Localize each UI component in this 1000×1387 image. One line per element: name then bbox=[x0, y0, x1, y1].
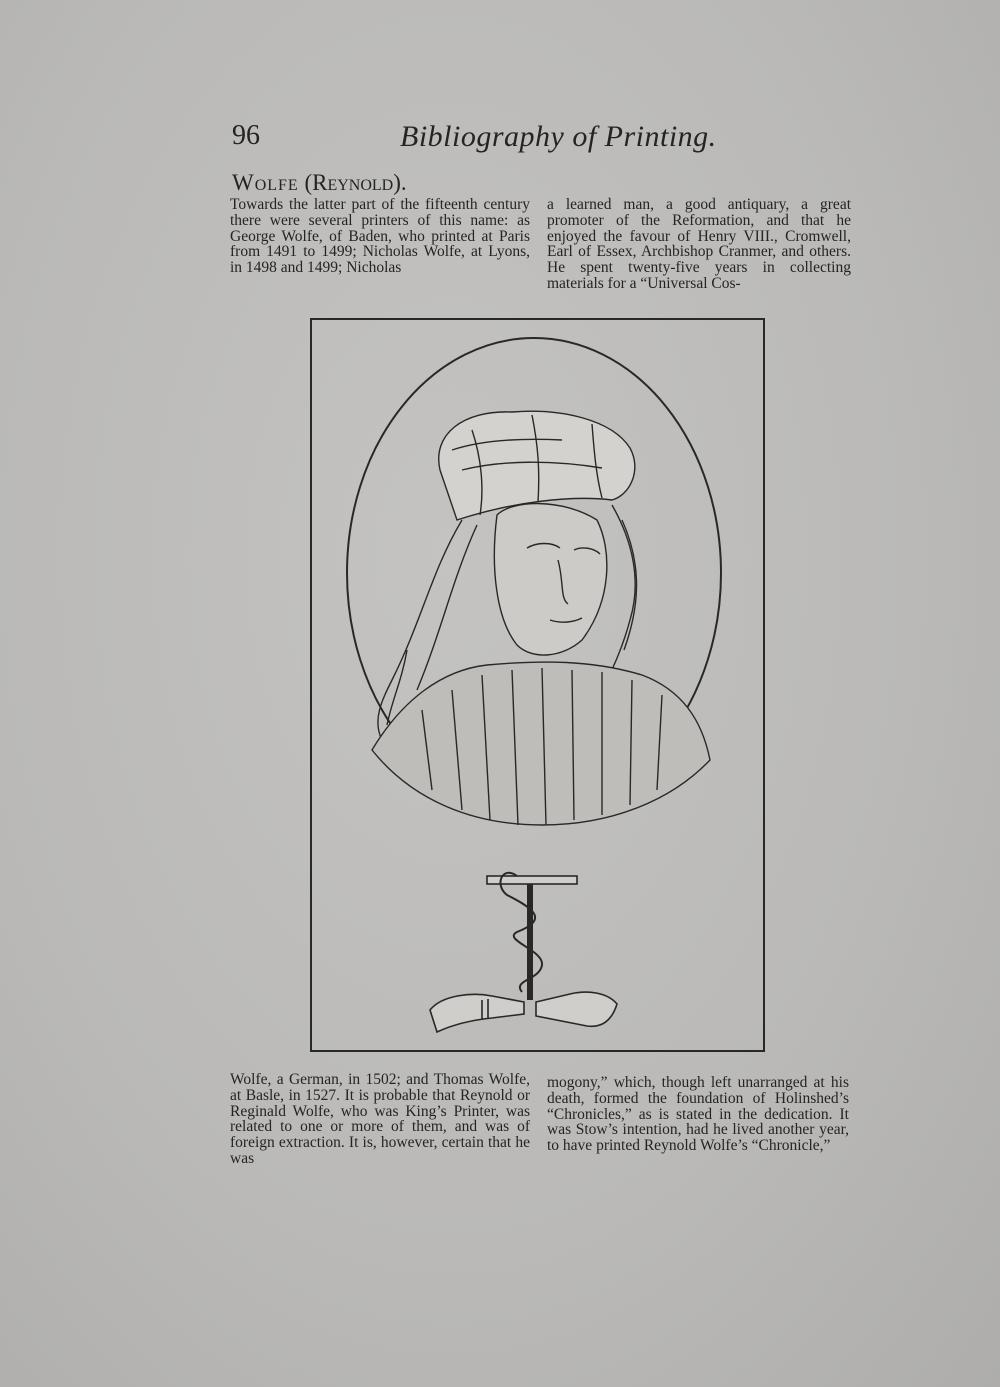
entry-heading bbox=[232, 170, 407, 196]
entry-heading-given: (Reynold). bbox=[304, 170, 407, 195]
page-number: 96 bbox=[232, 120, 260, 151]
illustration-plate bbox=[310, 318, 765, 1052]
paragraph-bottom-left: Wolfe, a German, in 1502; and Thomas Wolfe, at Basle, in 1527. It is probable that Reynold or Reginald Wolfe, who was King’s Printer, was related to one or more of them, and was of foreign extraction. It is, however, certain that he was bbox=[230, 1071, 530, 1167]
running-title: Bibliography of Printing. bbox=[400, 120, 717, 153]
face-outline bbox=[494, 504, 606, 655]
paragraph-top-right: a learned man, a good antiquary, a great promoter of the Reformation, and that he enjoyed the favour of Henry VIII., Cromwell, Earl of Essex, Archbishop Cranmer, and others. He spent twenty-five years in collecting materials for a “Universal Cos- bbox=[547, 196, 851, 292]
right-hand-icon bbox=[536, 992, 617, 1026]
illustration-svg bbox=[312, 320, 763, 1050]
page-header bbox=[232, 120, 872, 160]
printers-device bbox=[430, 873, 617, 1032]
left-hand-icon bbox=[430, 994, 524, 1032]
portrait-engraving bbox=[372, 411, 710, 825]
entry-heading-name: Wolfe bbox=[232, 170, 299, 195]
text-column-top-left bbox=[230, 197, 530, 276]
serpent-icon bbox=[500, 873, 542, 992]
text-column-bottom-left bbox=[230, 1072, 530, 1167]
text-column-top-right bbox=[547, 197, 851, 292]
paragraph-top-left: Towards the latter part of the fifteenth century there were several printers of this name: as George Wolfe, of Baden, who printed at Paris from 1491 to 1499; Nicholas Wolfe, at Lyons, in 1498 and 1499; Nicholas bbox=[230, 196, 530, 277]
text-column-bottom-right bbox=[547, 1075, 849, 1154]
paragraph-bottom-right: mogony,” which, though left unarranged at his death, formed the foundation of Holinshed’s “Chronicles,” as is stated in the dedication. It was Stow’s intention, had he lived another year, to have printed Reynold Wolfe’s “Chronicle,” bbox=[547, 1074, 849, 1155]
